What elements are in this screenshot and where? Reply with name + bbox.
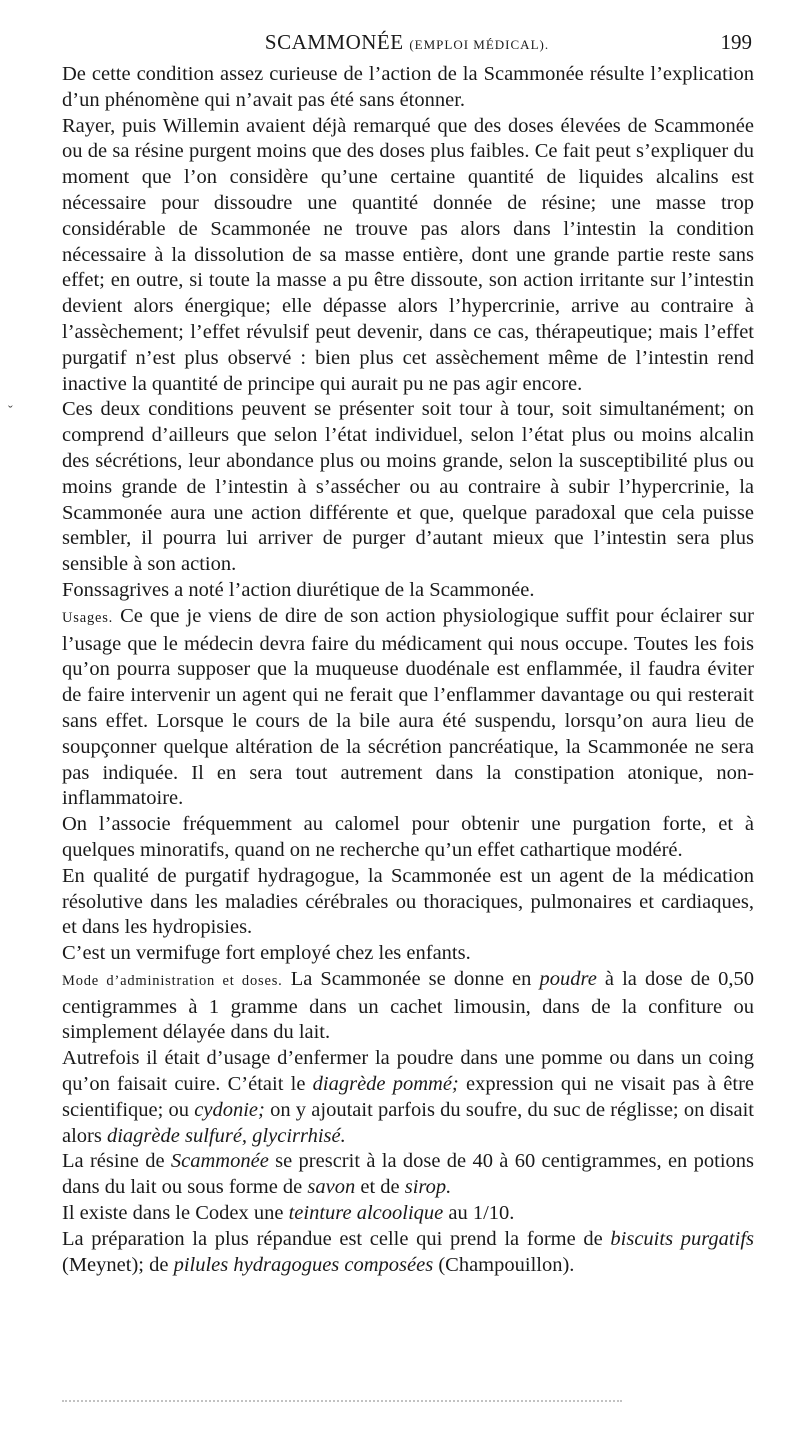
page-number: 199	[720, 30, 752, 54]
body-text	[62, 62, 754, 1278]
paragraph-4: Fonssagrives a noté l’action diurétique de la Scammonée.	[62, 578, 535, 601]
running-head	[62, 30, 752, 56]
paragraph-1: De cette condition assez curieuse de l’action de la Scammonée résulte l’explication d’un phénomène qui n’avait pas été sans étonner.	[62, 63, 754, 111]
paragraph-2: Rayer, puis Willemin avaient déjà remarqué que des doses élevées de Scammonée ou de sa résine purgent moins que des doses plus faibles. Ce fait peut s’expliquer du moment que l’on considère qu’une certaine quantité de liquides alcalins est nécessaire pour dissoudre une quantité donnée de résine; une masse trop considérable de Scammonée ne trouve pas alors dans l’intestin la condition nécessaire à la dissolution de sa masse entière, dont une grande partie reste sans effet; en outre, si toute la masse a pu être dissoute, son action irritante sur l’intestin devient alors énergique; elle dépasse alors l’hypercrinie, arrive au contraire à l’assèchement; l’effet révulsif peut devenir, dans ce cas, thérapeutique; mais l’effet purgatif n’est plus observé : bien plus cet assèchement même de l’intestin rend inactive la quantité de principe qui aurait pu ne pas agir encore.	[62, 114, 754, 395]
section-lead-mode: Mode d’administration et doses.	[62, 972, 283, 989]
paragraph-7: En qualité de purgatif hydragogue, la Scammonée est un agent de la médication résolutive dans les maladies cérébrales ou thoraciques, pulmonaires et cardiaques, et dans les hydropisies.	[62, 864, 754, 939]
section-lead-usages: Usages.	[62, 609, 114, 626]
paragraph-13: La préparation la plus répandue est celle qui prend la forme de biscuits purgatifs (Meynet); de pilules hydragogues composées (Champouillon).	[62, 1227, 754, 1276]
paragraph-mode-administration: Mode d’administration et doses. La Scammonée se donne en poudre à la dose de 0,50 centigrammes à 1 gramme dans un cachet limousin, dans de la confiture ou simplement délayée dans du lait.	[62, 967, 754, 1044]
paragraph-3: Ces deux conditions peuvent se présenter soit tour à tour, soit simultanément; on comprend d’ailleurs que selon l’état individuel, selon l’état plus ou moins alcalin des sécrétions, leur abondance plus ou moins grande, selon la susceptibilité plus ou moins grande de l’intestin à s’assécher ou au contraire à subir l’hypercrinie, la Scammonée aura une action différente et que, quelque paradoxal que cela puisse sembler, il pourra lui arriver de purger d’autant mieux que l’intestin sera plus sensible à son action.	[62, 398, 754, 576]
page-bottom-rule	[62, 1400, 622, 1402]
paragraph-8: C’est un vermifuge fort employé chez les enfants.	[62, 942, 471, 965]
running-title-sub: (EMPLOI MÉDICAL).	[409, 37, 550, 52]
paragraph-usages: Usages. Ce que je viens de dire de son action physiologique suffit pour éclairer sur l’usage que le médecin devra faire du médicament qui nous occupe. Toutes les fois qu’on pourra supposer que la muqueuse duodénale est enflammée, il faudra éviter de faire intervenir un agent qui ne ferait que l’enflammer davantage ou qui resterait sans effet. Lorsque le cours de la bile aura été suspendu, lorsqu’on aura lieu de soupçonner quelque altération de la sécrétion pancréatique, la Scammonée ne sera pas indiquée. Il en sera tout autrement dans la constipation atonique, non-inflammatoire.	[62, 604, 754, 810]
paragraph-11: La résine de Scammonée se prescrit à la dose de 40 à 60 centigrammes, en potions dans du lait ou sous forme de savon et de sirop.	[62, 1150, 755, 1199]
running-title	[62, 30, 752, 55]
running-title-main: SCAMMONÉE	[264, 30, 404, 54]
paragraph-6: On l’associe fréquemment au calomel pour obtenir une purgation forte, et à quelques minoratifs, quand on ne recherche qu’un effet cathartique modéré.	[62, 813, 754, 861]
paragraph-10: Autrefois il était d’usage d’enfermer la poudre dans une pomme ou dans un coing qu’on faisait cuire. C’était le diagrède pommé; expression qui ne visait pas à être scientifique; ou cydonie; on y ajoutait parfois du soufre, du suc de réglisse; on disait alors diagrède sulfuré, glycirrhisé.	[62, 1047, 755, 1147]
margin-mark: ˇ	[8, 404, 13, 419]
paragraph-12: Il existe dans le Codex une teinture alcoolique au 1/10.	[62, 1202, 515, 1225]
